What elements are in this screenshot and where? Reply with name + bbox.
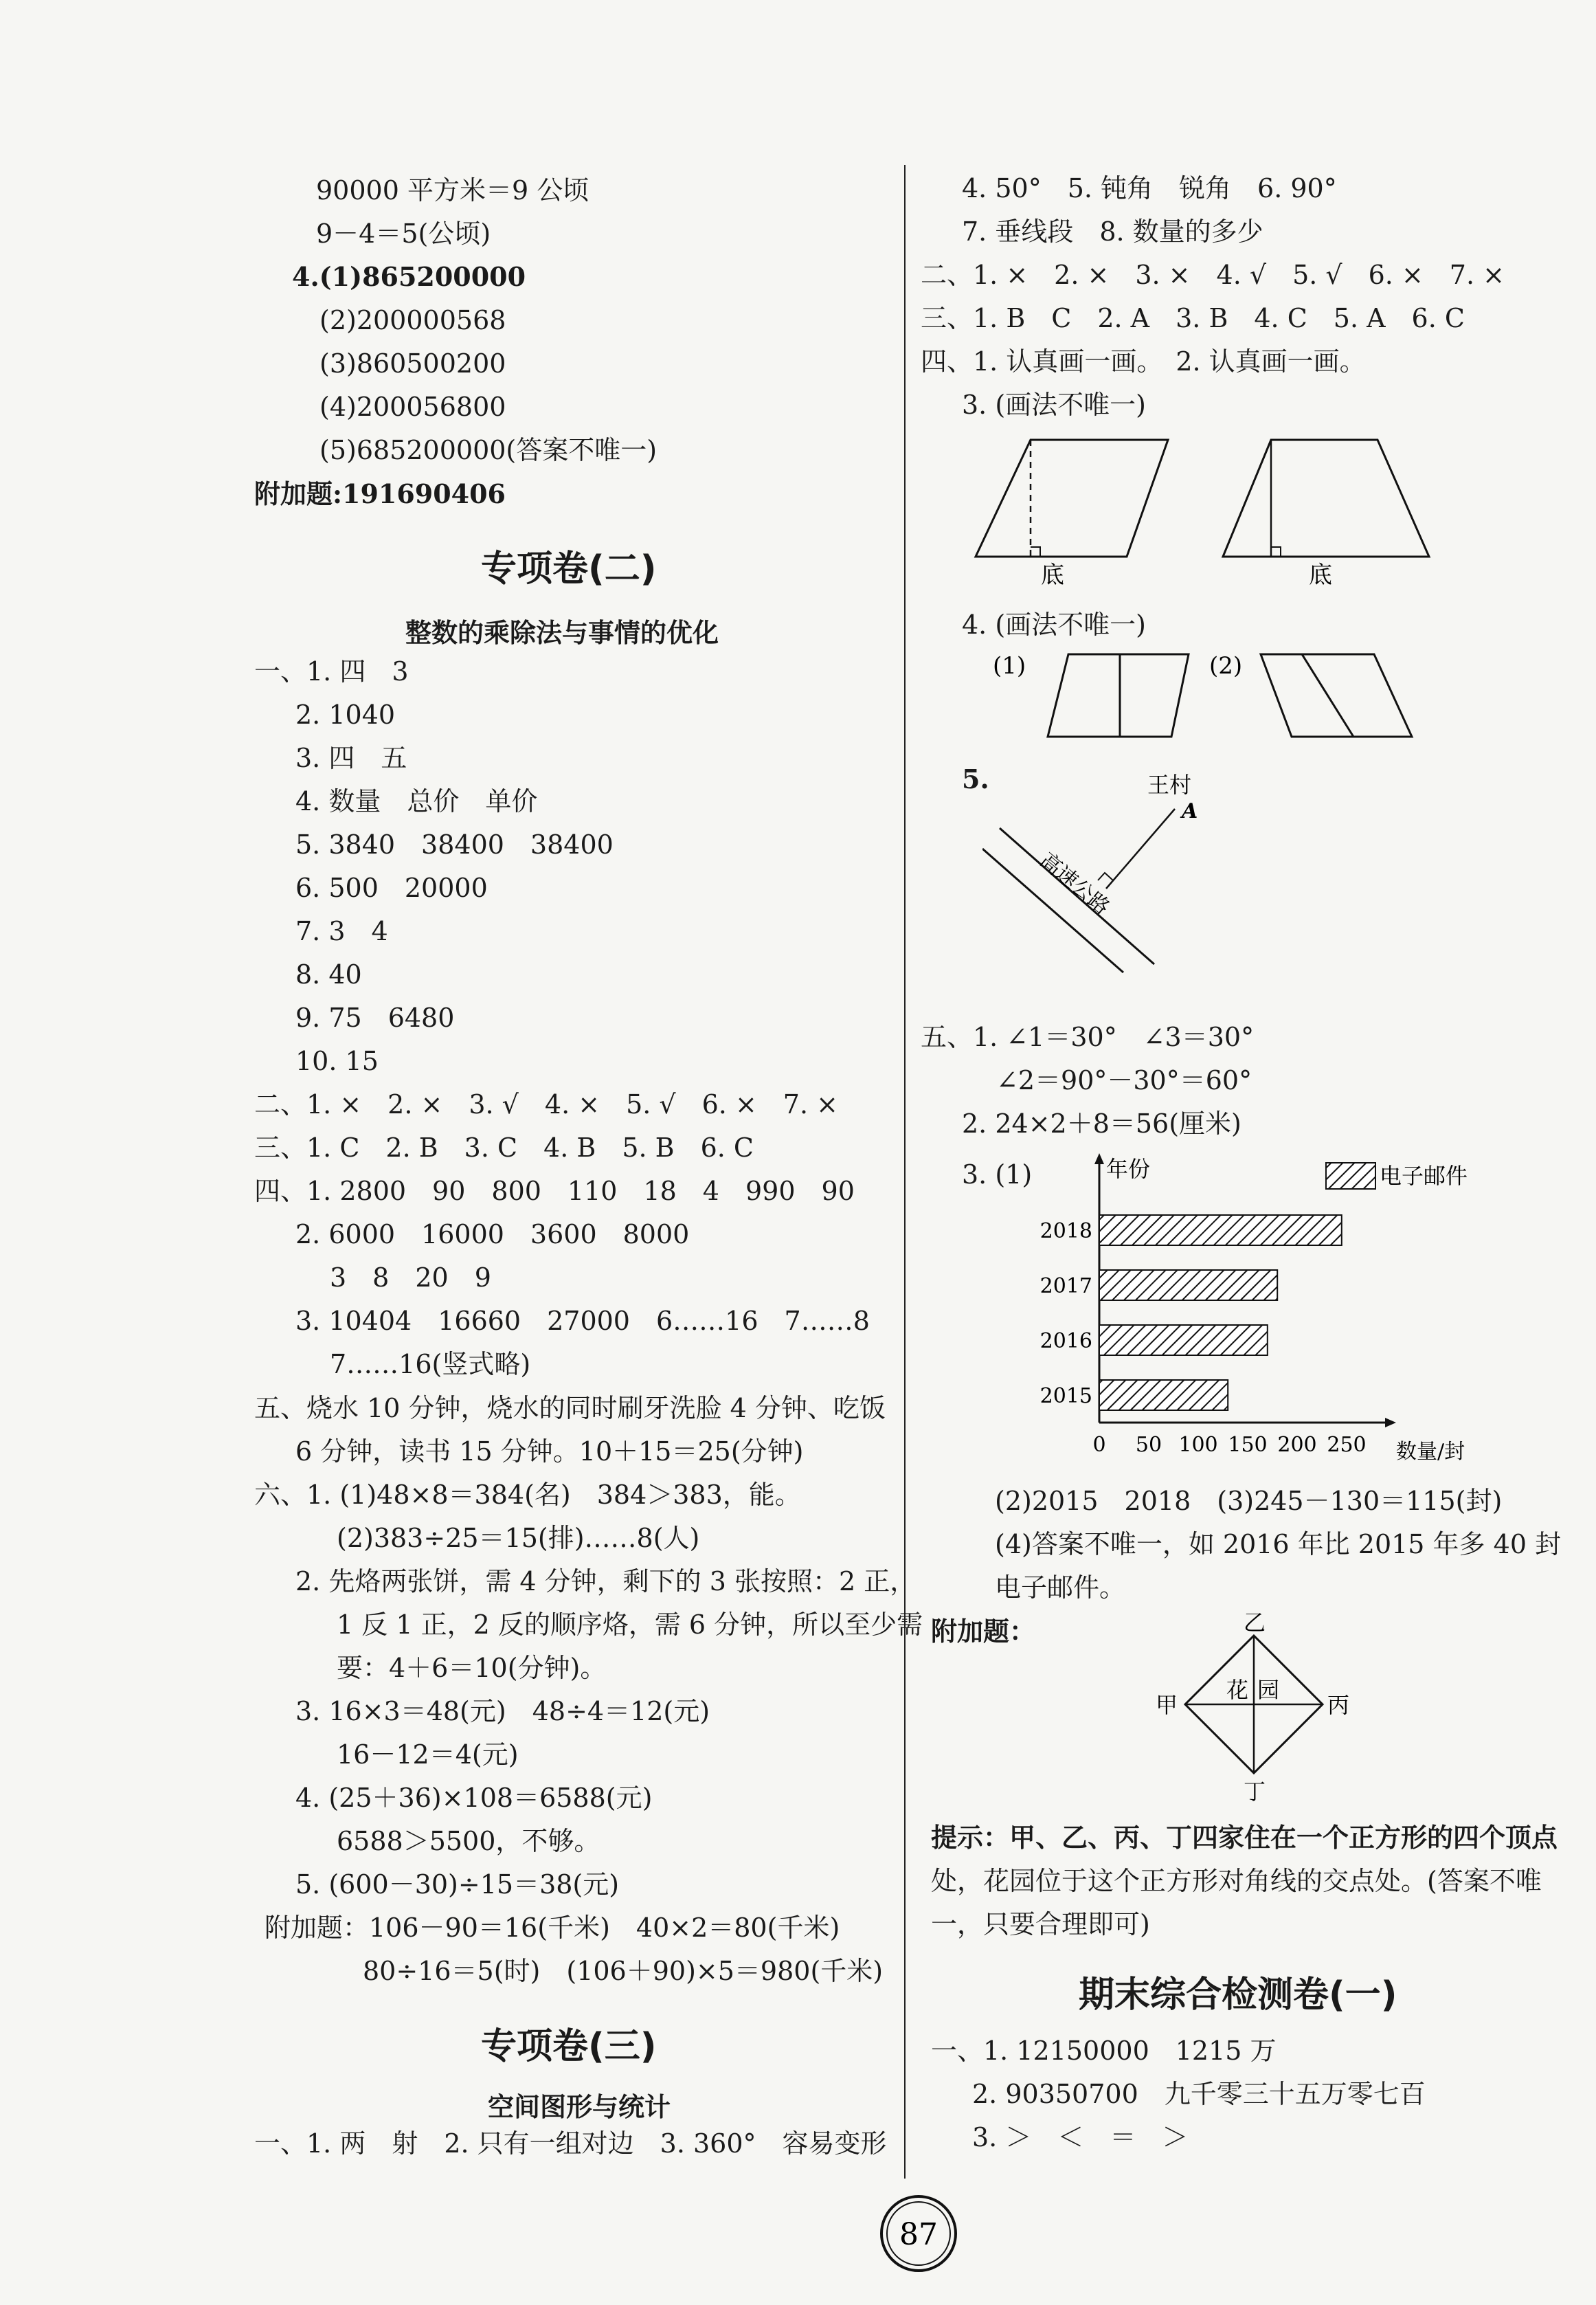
section-title: 专项卷(三) xyxy=(481,2026,657,2067)
answer-line: (3)860500200 xyxy=(319,348,506,379)
vertex-label: 丙 xyxy=(1327,1692,1350,1718)
garden-diagram xyxy=(1140,1608,1367,1814)
answer-line: 4. 数量 总价 单价 xyxy=(295,786,538,816)
trapezoid-shape xyxy=(1261,654,1412,737)
garden-label: 园 xyxy=(1257,1677,1280,1703)
road-drawing xyxy=(982,766,1230,986)
sub-label: (2) xyxy=(1209,652,1243,680)
answer-line: 3 8 20 9 xyxy=(330,1262,491,1293)
answer-line: 2. 24×2＋8＝56(厘米) xyxy=(962,1109,1241,1139)
bars-layer xyxy=(1040,1215,1367,1457)
bonus-line: 附加题：106－90＝16(千米) 40×2＝80(千米) xyxy=(265,1913,840,1943)
village-label: 王村 xyxy=(1147,772,1192,798)
answer-line: 五、1. ∠1＝30° ∠3＝30° xyxy=(921,1022,1255,1052)
answer-line: 四、1. 认真画一画。 2. 认真画一画。 xyxy=(921,346,1366,377)
x-tick-label: 200 xyxy=(1277,1433,1317,1457)
section-subtitle: 整数的乘除法与事情的优化 xyxy=(405,618,719,648)
right-angle-mark xyxy=(1271,547,1281,557)
bar-2016 xyxy=(1099,1325,1268,1355)
answer-line: 三、1. C 2. B 3. C 4. B 5. B 6. C xyxy=(254,1133,754,1163)
answer-line: 6 分钟，读书 15 分钟。10＋15＝25(分钟) xyxy=(295,1436,804,1467)
answer-line: 3. 16×3＝48(元) 48÷4＝12(元) xyxy=(295,1696,710,1726)
answer-line: 2. 6000 16000 3600 8000 xyxy=(295,1219,690,1249)
section-title: 期末综合检测卷(一) xyxy=(1079,1974,1397,2016)
answer-line: 三、1. B C 2. A 3. B 4. C 5. A 6. C xyxy=(921,303,1465,333)
x-tick-label: 150 xyxy=(1228,1433,1268,1457)
legend-swatch xyxy=(1326,1163,1375,1189)
page-number: 87 xyxy=(899,2217,938,2252)
answer-line: 1 反 1 正，2 反的顺序烙，需 6 分钟，所以至少需 xyxy=(337,1610,923,1640)
bonus-line: 附加题:191690406 xyxy=(254,478,506,509)
answer-line: 8. 40 xyxy=(295,959,362,990)
answer-line: 9－4＝5(公顷) xyxy=(316,219,491,249)
divide-drawings xyxy=(989,646,1429,749)
answer-line: (2)200000568 xyxy=(319,305,506,335)
y-axis-arrow xyxy=(1094,1153,1104,1164)
parallelogram-shape xyxy=(1048,654,1189,737)
answer-line: 4. (25＋36)×108＝6588(元) xyxy=(295,1783,653,1813)
answer-line: 3. (画法不唯一) xyxy=(962,390,1146,420)
answer-line: (5)685200000(答案不唯一) xyxy=(319,435,657,465)
answer-line: 3. (1) xyxy=(962,1159,1033,1190)
x-tick-label: 250 xyxy=(1327,1433,1367,1457)
answer-line: 5. (600－30)÷15＝38(元) xyxy=(295,1869,620,1900)
y-tick-label: 2018 xyxy=(1039,1219,1092,1243)
answer-line: 六、1. (1)48×8＝384(名) 384＞383，能。 xyxy=(254,1480,801,1510)
hint-line: 提示：甲、乙、丙、丁四家住在一个正方形的四个顶点 xyxy=(931,1822,1558,1853)
parallelogram-shape xyxy=(976,440,1168,557)
answer-line: 90000 平方米＝9 公顷 xyxy=(316,175,589,205)
vertex-label: 甲 xyxy=(1156,1692,1178,1718)
answer-line: (2)383÷25＝15(排)……8(人) xyxy=(337,1523,700,1553)
vertex-label: 丁 xyxy=(1244,1779,1266,1805)
divide-line xyxy=(1302,654,1353,737)
answer-line: 6. 500 20000 xyxy=(295,873,488,903)
answer-line: (4)答案不唯一，如 2016 年比 2015 年多 40 封 xyxy=(995,1529,1562,1559)
answer-line: 一、1. 两 射 2. 只有一组对边 3. 360° 容易变形 xyxy=(254,2128,887,2159)
answer-line: 4.(1)865200000 xyxy=(292,261,526,292)
answer-line: 7. 垂线段 8. 数量的多少 xyxy=(962,216,1263,247)
y-tick-label: 2017 xyxy=(1039,1274,1092,1298)
answer-line: 2. 90350700 九千零三十五万零七百 xyxy=(972,2079,1426,2109)
point-label: A xyxy=(1182,799,1198,823)
answer-line: 16－12＝4(元) xyxy=(337,1739,519,1770)
x-tick-label: 50 xyxy=(1135,1433,1162,1457)
column-divider xyxy=(904,165,906,2179)
x-tick-label: 100 xyxy=(1178,1433,1218,1457)
answer-line: 3. ＞ ＜ ＝ ＞ xyxy=(972,2122,1189,2152)
height-drawings xyxy=(962,426,1457,591)
answer-line: 5. xyxy=(962,764,989,794)
answer-line: ∠2＝90°－30°＝60° xyxy=(996,1065,1252,1095)
bar-2018 xyxy=(1099,1215,1342,1245)
perpendicular-line xyxy=(1106,809,1175,889)
answer-line: 5. 3840 38400 38400 xyxy=(295,829,614,860)
section-title: 专项卷(二) xyxy=(481,548,657,590)
answer-line: 一、1. 四 3 xyxy=(254,656,409,687)
y-tick-label: 2016 xyxy=(1039,1329,1092,1353)
answer-line: 10. 15 xyxy=(295,1046,379,1076)
y-axis-label: 年份 xyxy=(1106,1156,1151,1182)
x-axis-label: 数量/封 xyxy=(1396,1440,1465,1464)
answer-line: 二、1. × 2. × 3. √ 4. × 5. √ 6. × 7. × xyxy=(254,1089,838,1120)
vertex-label: 乙 xyxy=(1244,1610,1266,1636)
section-subtitle: 空间图形与统计 xyxy=(488,2092,671,2122)
answer-line: 电子邮件。 xyxy=(995,1572,1126,1603)
answer-line: (2)2015 2018 (3)245－130＝115(封) xyxy=(995,1486,1503,1516)
answer-line: 7. 3 4 xyxy=(295,916,388,946)
right-angle-mark xyxy=(1098,873,1113,880)
trapezoid-shape xyxy=(1223,440,1429,557)
answer-line: 4. (画法不唯一) xyxy=(962,610,1146,640)
x-axis-arrow xyxy=(1385,1418,1396,1427)
answer-line: 2. 1040 xyxy=(295,700,396,730)
answer-line: 80÷16＝5(时) (106＋90)×5＝980(千米) xyxy=(363,1956,884,1986)
base-label: 底 xyxy=(1041,561,1064,589)
base-label: 底 xyxy=(1309,561,1332,589)
answer-line: 五、烧水 10 分钟，烧水的同时刷牙洗脸 4 分钟、吃饭 xyxy=(254,1393,886,1423)
answer-line: 四、1. 2800 90 800 110 18 4 990 90 xyxy=(254,1176,855,1206)
road-label: 高速公路 xyxy=(1035,848,1114,920)
bar-2015 xyxy=(1099,1380,1228,1410)
answer-line: 7……16(竖式略) xyxy=(330,1349,531,1379)
answer-line: 一、1. 12150000 1215 万 xyxy=(931,2036,1277,2066)
hint-line: 一，只要合理即可) xyxy=(931,1909,1150,1939)
y-tick-label: 2015 xyxy=(1039,1384,1092,1408)
answer-line: 6588＞5500，不够。 xyxy=(337,1826,600,1856)
page-number-badge xyxy=(877,2192,960,2275)
email-bar-chart xyxy=(1031,1148,1525,1471)
answer-line: 二、1. × 2. × 3. × 4. √ 5. √ 6. × 7. × xyxy=(921,260,1505,290)
answer-line: 2. 先烙两张饼，需 4 分钟，剩下的 3 张按照：2 正， xyxy=(295,1566,917,1596)
answer-line: 9. 75 6480 xyxy=(295,1003,455,1033)
hint-line: 处，花园位于这个正方形对角线的交点处。(答案不唯 xyxy=(931,1866,1542,1896)
garden-label: 花 xyxy=(1226,1677,1249,1703)
answer-line: 4. 50° 5. 钝角 锐角 6. 90° xyxy=(962,173,1337,203)
answer-line: 要：4＋6＝10(分钟)。 xyxy=(337,1653,607,1683)
answer-line: (4)200056800 xyxy=(319,392,506,422)
answer-line: 3. 四 五 xyxy=(295,743,407,773)
sub-label: (1) xyxy=(993,652,1026,680)
x-tick-label: 0 xyxy=(1092,1433,1106,1457)
legend-label: 电子邮件 xyxy=(1380,1163,1468,1189)
right-angle-mark xyxy=(1031,547,1040,557)
answer-line: 3. 10404 16660 27000 6……16 7……8 xyxy=(295,1306,870,1336)
bonus-line: 附加题： xyxy=(931,1616,1036,1647)
bar-2017 xyxy=(1099,1270,1277,1300)
